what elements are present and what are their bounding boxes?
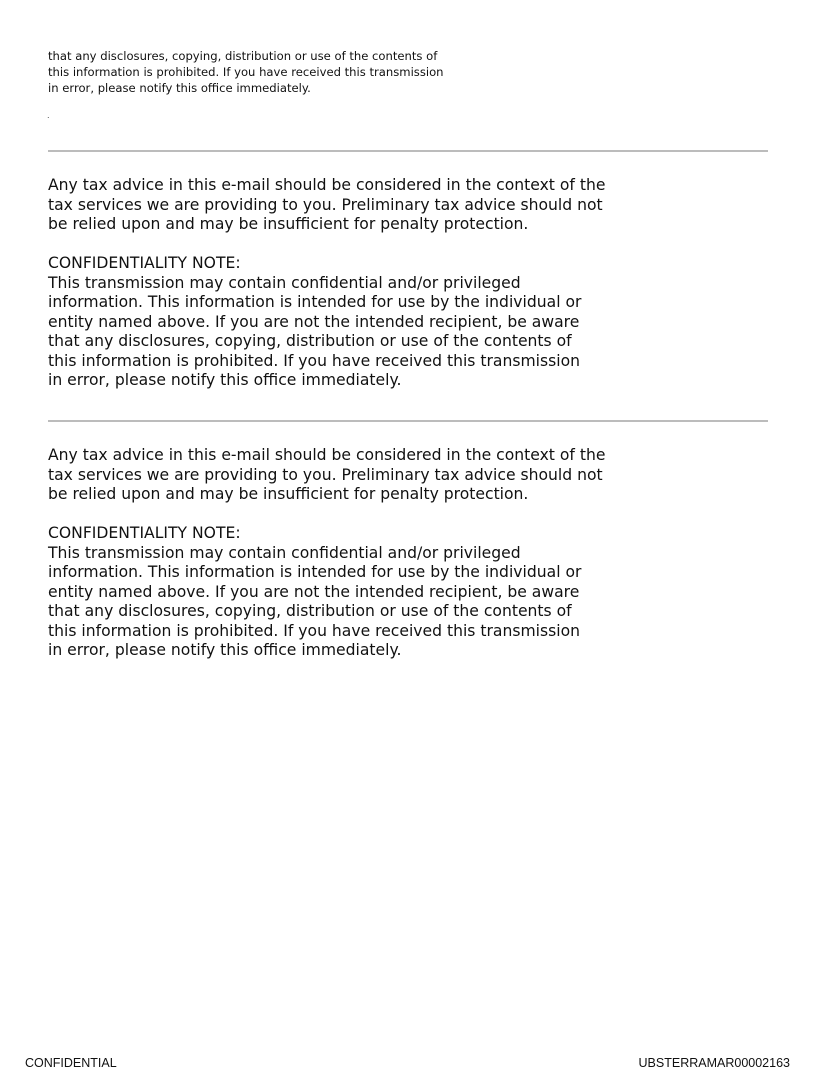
tax-advice-line: Any tax advice in this e-mail should be considered in the context of the: [48, 446, 606, 464]
confidentiality-heading: CONFIDENTIALITY NOTE:: [48, 254, 241, 272]
confidentiality-line: this information is prohibited. If you have received this transmission: [48, 351, 580, 370]
tax-advice-line: tax services we are providing to you. Preliminary tax advice should not: [48, 195, 603, 214]
confidentiality-line: that any disclosures, copying, distribution or use of the contents of: [48, 602, 572, 620]
confidentiality-line: entity named above. If you are not the intended recipient, be aware: [48, 312, 580, 331]
tax-advice-line: be relied upon and may be insufficient for penalty protection.: [48, 485, 529, 503]
horizontal-divider: [48, 420, 768, 422]
confidentiality-line: this information is prohibited. If you have received this transmission: [48, 621, 580, 640]
confidentiality-line: in error, please notify this office immediately.: [48, 641, 402, 659]
tax-advice-line: be relied upon and may be insufficient for penalty protection.: [48, 215, 529, 233]
tax-advice-line: Any tax advice in this e-mail should be considered in the context of the: [48, 176, 606, 194]
confidentiality-heading: CONFIDENTIALITY NOTE:: [48, 524, 241, 542]
confidentiality-line: information. This information is intended for use by the individual or: [48, 293, 582, 311]
continued-confidentiality-fragment: [48, 48, 768, 96]
confidentiality-line: in error, please notify this office immediately.: [48, 371, 402, 389]
fragment-line: that any disclosures, copying, distribution or use of the contents of: [48, 49, 438, 63]
confidentiality-line: This transmission may contain confidential and/or privileged: [48, 273, 521, 292]
disclaimer-block-2: [48, 446, 768, 661]
fragment-line: this information is prohibited. If you have received this transmission: [48, 65, 444, 79]
confidentiality-line: entity named above. If you are not the intended recipient, be aware: [48, 582, 580, 601]
confidentiality-line: that any disclosures, copying, distribution or use of the contents of: [48, 332, 572, 350]
disclaimer-block-1: [48, 176, 768, 391]
confidentiality-line: information. This information is intended for use by the individual or: [48, 563, 582, 581]
tax-advice-line: tax services we are providing to you. Preliminary tax advice should not: [48, 465, 603, 484]
confidentiality-line: This transmission may contain confidential and/or privileged: [48, 543, 521, 562]
horizontal-divider: [48, 150, 768, 152]
fragment-line: in error, please notify this office immediately.: [48, 81, 311, 95]
footer-bates-number: UBSTERRAMAR00002163: [638, 1056, 790, 1070]
footer-confidential-label: CONFIDENTIAL: [25, 1056, 117, 1070]
stray-dot: .: [47, 111, 50, 120]
